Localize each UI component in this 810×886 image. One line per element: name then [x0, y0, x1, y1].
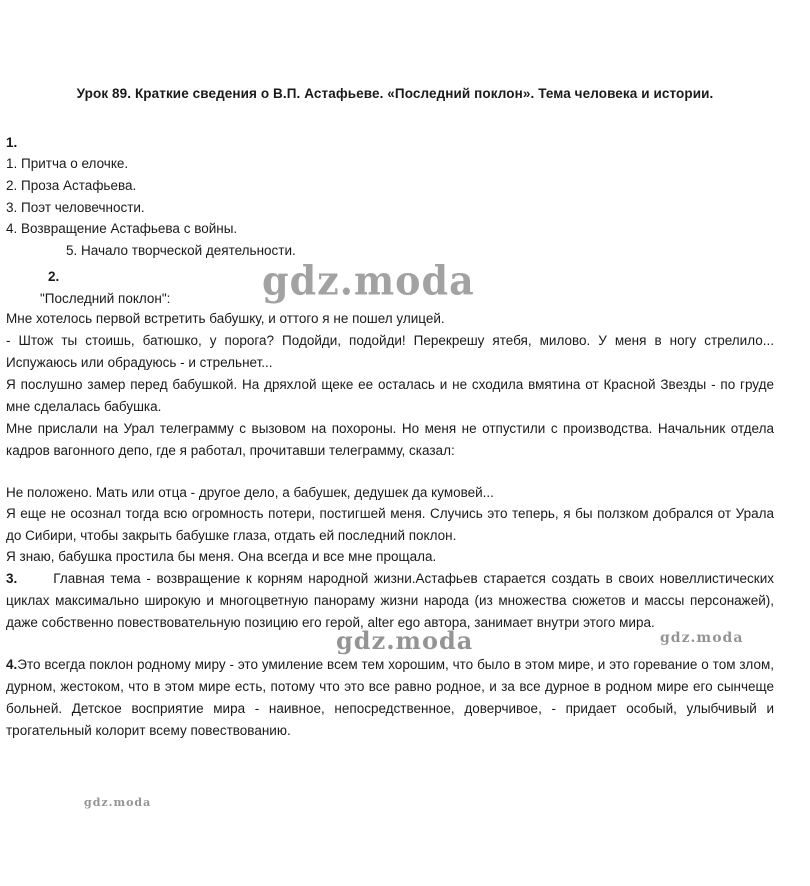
- section-2-heading: "Последний поклон":: [40, 291, 171, 306]
- section-2-number: 2.: [48, 269, 60, 284]
- quote-paragraph-6: Я еще не осознал тогда всю огромность потери, постигшей меня. Случись это теперь, я бы ползком добрался от Урала до Сибири, чтобы закрыть бабушке глаза, отдать ей последний поклон.: [6, 506, 774, 543]
- section-4-text: Это всегда поклон родному миру - это умиление всем тем хорошим, что было в этом мире, и это горевание о том злом, дурном, жестоком, что в этом мире есть, потому что это все равно родное, и за все дурное в родном мире его сынчеще больней. Детское восприятие мира - наивное, непосредственное, доверчивое, - придает особый, улыбчивый и трогательный колорит всему повествованию.: [6, 657, 774, 738]
- quote-paragraph-1: Мне хотелось первой встретить бабушку, и оттого я не пошел улицей.: [6, 311, 445, 326]
- lesson-title: Урок 89. Краткие сведения о В.П. Астафьеве. «Последний поклон». Тема человека и истории.: [76, 86, 714, 101]
- quote-paragraph-2: - Штож ты стоишь, батюшко, у порога? Подойди, подойди! Перекрешу ятебя, милово. У меня в ногу стрелило... Испужаюсь или обрадуюсь - и стрельнет...: [6, 333, 774, 370]
- quote-paragraph-4: Мне прислали на Урал телеграмму с вызовом на похороны. Но меня не отпустили с производства. Начальник отдела кадров вагонного депо, где я работал, прочитавши телеграмму, сказал:: [6, 421, 774, 458]
- plan-item-1: 1. Притча о елочке.: [6, 156, 129, 171]
- plan-item-4: 4. Возвращение Астафьева с войны.: [6, 221, 238, 236]
- quote-paragraph-3: Я послушно замер перед бабушкой. На дряхлой щеке ее осталась и не сходила вмятина от Красной Звезды - по груде мне сделалась бабушка.: [6, 377, 774, 414]
- watermark-right: gdz.moda: [660, 630, 744, 646]
- watermark-mid: gdz.moda: [336, 626, 474, 655]
- section-3-number: 3.: [6, 571, 18, 586]
- plan-item-5: 5. Начало творческой деятельности.: [66, 243, 296, 258]
- section-4: [6, 654, 774, 742]
- plan-item-3: 3. Поэт человечности.: [6, 200, 145, 215]
- watermark-large: gdz.moda: [262, 256, 475, 305]
- section-1-number: 1.: [6, 135, 18, 150]
- quote-paragraph-5: Не положено. Мать или отца - другое дело, а бабушек, дедушек да кумовей...: [6, 485, 494, 500]
- watermark-small: gdz.moda: [84, 796, 152, 809]
- section-4-number: 4.: [6, 657, 18, 672]
- section-3-text: Главная тема - возвращение к корням народной жизни.Астафьев старается создать в своих новеллистических циклах максимально широкую и многоцветную панораму жизни народа (из множества сюжетов и массы персонажей), даже собственно повествовательную позицию его герой, alter ego автора, занимает внутри этого мира.: [6, 571, 774, 630]
- quote-paragraph-7: Я знаю, бабушка простила бы меня. Она всегда и все мне прощала.: [6, 549, 437, 564]
- plan-item-2: 2. Проза Астафьева.: [6, 178, 137, 193]
- section-3: [6, 568, 774, 634]
